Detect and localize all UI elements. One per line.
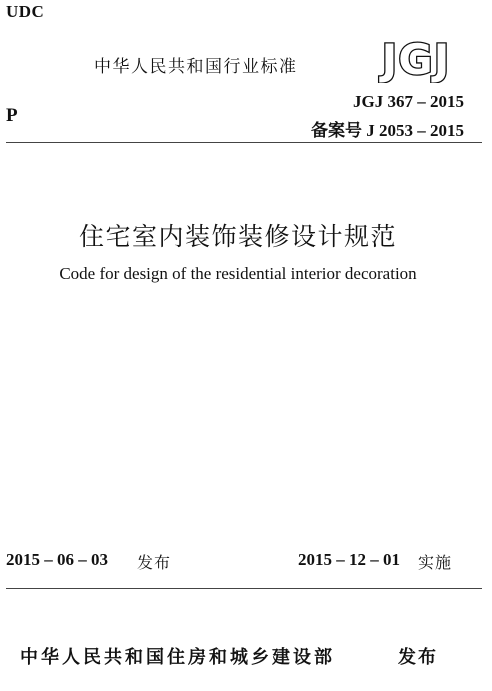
- standard-type: 中华人民共和国行业标准: [94, 57, 298, 77]
- udc-label: UDC: [6, 2, 45, 21]
- jgj-logo: [368, 33, 464, 83]
- title-english: Code for design of the residential interior decoration: [59, 264, 417, 283]
- svg-text:JGJ: JGJ: [381, 35, 451, 83]
- issue-date: 2015 – 06 – 03: [6, 550, 108, 569]
- issuer-label: 发布: [398, 647, 438, 668]
- classification-code: P: [6, 105, 18, 126]
- header-divider: [6, 142, 482, 143]
- record-number: 备案号 J 2053 – 2015: [311, 121, 464, 140]
- title-chinese: 住宅室内装饰装修设计规范: [78, 222, 397, 251]
- issue-label: 发布: [137, 553, 172, 572]
- issuing-authority: 中华人民共和国住房和城乡建设部: [20, 647, 335, 668]
- standard-number: JGJ 367 – 2015: [353, 92, 464, 111]
- footer-divider: [6, 588, 482, 589]
- implement-label: 实施: [418, 553, 453, 572]
- implement-date: 2015 – 12 – 01: [298, 550, 400, 569]
